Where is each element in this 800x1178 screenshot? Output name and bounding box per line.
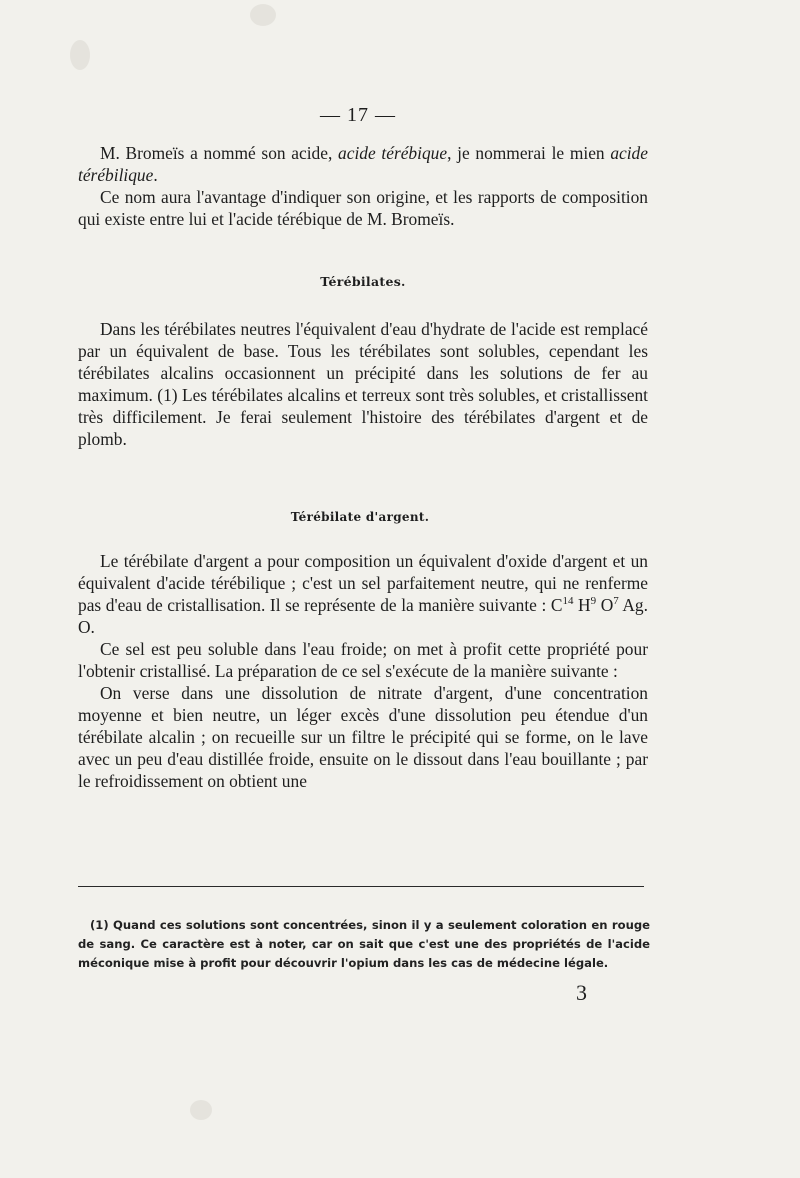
footnote bbox=[78, 916, 650, 973]
body-paragraph: Le térébilate d'argent a pour composition un équivalent d'oxide d'argent et un équivalent d'acide térébilique ; c'est un sel parfaitement neutre, qui ne renferme pas d'eau de cristallisation. Il se représente de la manière suivante : $C^{14}$ $H^9$ $O^7$ Ag. O. bbox=[78, 551, 648, 637]
paper-stain bbox=[70, 40, 90, 70]
body-paragraph: Ce sel est peu soluble dans l'eau froide; on met à profit cette propriété pour l'obtenir cristallisé. La préparation de ce sel s'exécute de la manière suivante : bbox=[78, 639, 648, 681]
italic-term: acide térébilique bbox=[78, 143, 648, 185]
page-number: — 17 — bbox=[320, 104, 396, 126]
intro-paragraph: Ce nom aura l'avantage d'indiquer son origine, et les rapports de composition qui existe entre lui et l'acide térébique de M. Bromeïs. bbox=[78, 187, 648, 229]
section-heading: Térébilates. bbox=[320, 274, 406, 289]
italic-term: acide térébique bbox=[338, 143, 448, 163]
section-text bbox=[78, 550, 648, 792]
body-paragraph: Dans les térébilates neutres l'équivalent d'eau d'hydrate de l'acide est remplacé par un équivalent de base. Tous les térébilates sont solubles, cependant les térébilates alcalins occasionnent un précipité dans les solutions de fer au maximum. (1) Les térébilates alcalins et terreux sont très solubles, et cristallissent très difficilement. Je ferai seulement l'histoire des térébilates d'argent et de plomb. bbox=[78, 319, 648, 449]
signature-mark: 3 bbox=[576, 980, 587, 1005]
section-text bbox=[78, 318, 648, 450]
section-heading: Térébilate d'argent. bbox=[290, 510, 430, 524]
intro-paragraph: M. Bromeïs a nommé son acide, acide térébique, je nommerai le mien acide térébilique. bbox=[78, 143, 648, 185]
intro-text bbox=[78, 142, 648, 230]
paper-stain bbox=[190, 1100, 212, 1120]
paper-stain bbox=[250, 4, 276, 26]
footnote-text: (1) Quand ces solutions sont concentrées, sinon il y a seulement coloration en rouge de sang. Ce caractère est à noter, car on sait que c'est une des propriétés de l'acide méconique mise à profit pour découvrir l'opium dans les cas de médecine légale. bbox=[78, 918, 650, 970]
body-paragraph: On verse dans une dissolution de nitrate d'argent, d'une concentration moyenne et bien neutre, un léger excès d'une dissolution peu étendue d'un térébilate alcalin ; on recueille sur un filtre le précipité qui se forme, on le lave avec un peu d'eau distillée froide, ensuite on le dissout dans l'eau bouillante ; par le refroidissement on obtient une bbox=[78, 683, 648, 791]
footnote-divider bbox=[78, 886, 644, 887]
